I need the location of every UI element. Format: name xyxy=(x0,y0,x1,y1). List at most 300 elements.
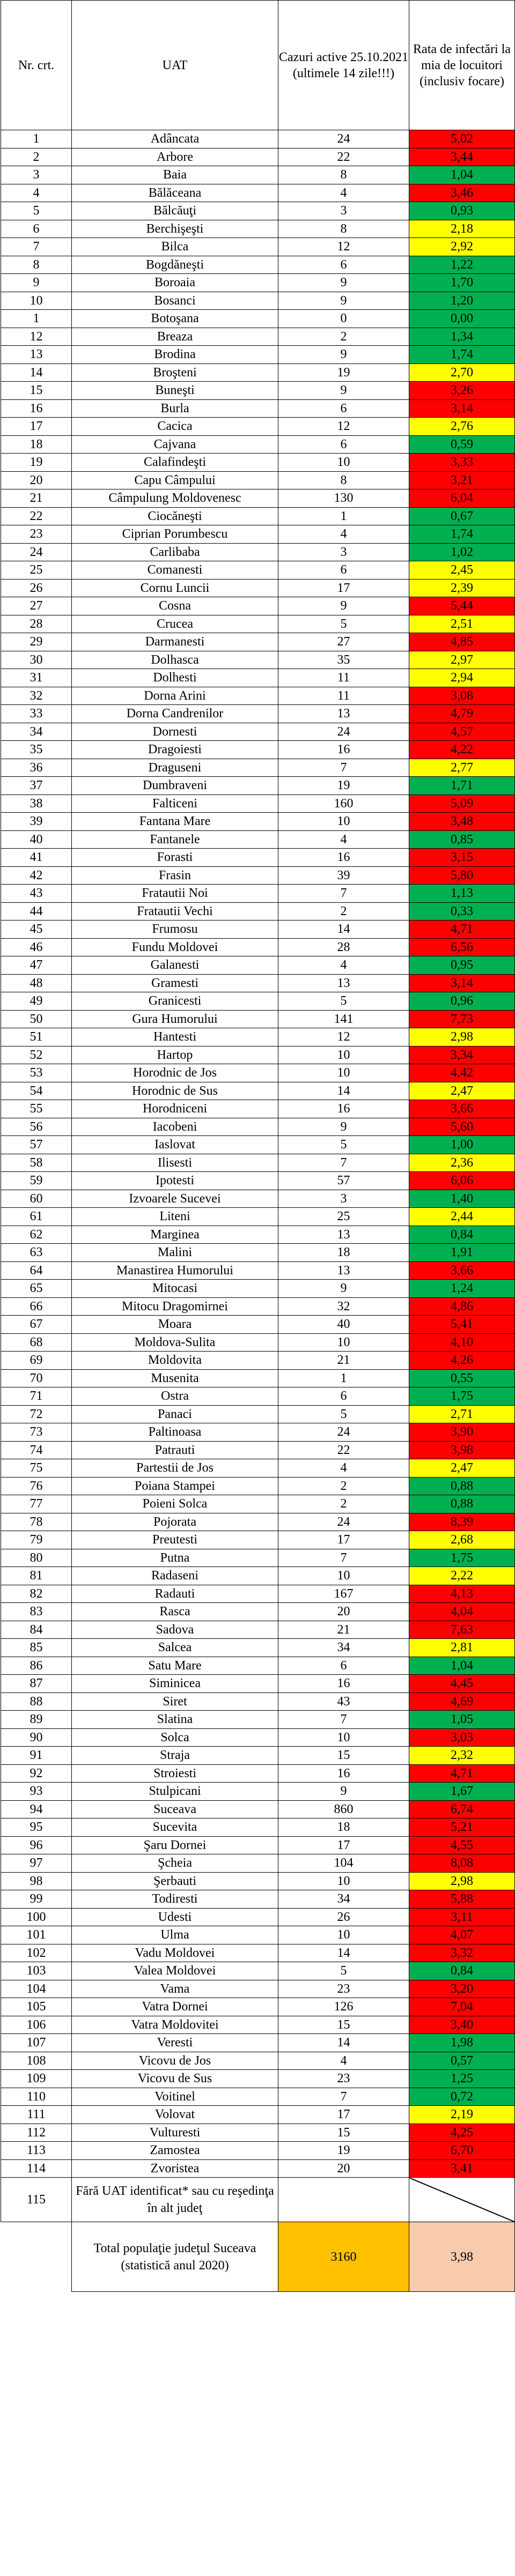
row-infection-rate: 2,45 xyxy=(409,561,515,580)
row-infection-rate: 1,91 xyxy=(409,1244,515,1262)
row-active-cases: 2 xyxy=(278,1495,409,1513)
row-infection-rate: 0,67 xyxy=(409,507,515,525)
row-uat: Putna xyxy=(72,1549,278,1567)
row-active-cases: 6 xyxy=(278,1657,409,1675)
row-infection-rate: 0,57 xyxy=(409,2052,515,2070)
row-active-cases: 4 xyxy=(278,2052,409,2070)
row-active-cases: 12 xyxy=(278,1028,409,1046)
row-uat: Satu Mare xyxy=(72,1657,278,1675)
row-active-cases: 27 xyxy=(278,633,409,651)
row-infection-rate: 3,40 xyxy=(409,2016,515,2034)
row-infection-rate: 2,97 xyxy=(409,651,515,669)
row-active-cases: 14 xyxy=(278,920,409,939)
row-nr: 113 xyxy=(1,2142,72,2160)
row-nr: 6 xyxy=(1,220,72,238)
row-uat: Fratautii Noi xyxy=(72,885,278,903)
row-infection-rate: 4,86 xyxy=(409,1297,515,1316)
row-infection-rate: 4,26 xyxy=(409,1352,515,1370)
row-nr: 4 xyxy=(1,184,72,202)
row-uat: Panaci xyxy=(72,1405,278,1423)
row-nr: 65 xyxy=(1,1280,72,1298)
row-nr: 95 xyxy=(1,1818,72,1837)
row-nr: 22 xyxy=(1,507,72,525)
row-active-cases: 22 xyxy=(278,148,409,166)
table-row xyxy=(1,902,515,920)
row-active-cases: 13 xyxy=(278,974,409,992)
row-active-cases: 39 xyxy=(278,866,409,885)
table-row xyxy=(1,1818,515,1837)
row-infection-rate: 2,94 xyxy=(409,669,515,687)
row-infection-rate: 1,04 xyxy=(409,1657,515,1675)
row-infection-rate: 5,02 xyxy=(409,130,515,149)
table-row xyxy=(1,148,515,166)
row-nr: 63 xyxy=(1,1244,72,1262)
note-text: Fără UAT identificat* sau cu reşedinţa în alt judeţ xyxy=(72,2178,278,2222)
row-nr: 38 xyxy=(1,795,72,813)
row-nr: 51 xyxy=(1,1028,72,1046)
row-infection-rate: 1,75 xyxy=(409,1549,515,1567)
row-nr: 34 xyxy=(1,723,72,741)
row-nr: 91 xyxy=(1,1747,72,1765)
row-uat: Liteni xyxy=(72,1208,278,1226)
row-nr: 13 xyxy=(1,346,72,364)
row-infection-rate: 1,05 xyxy=(409,1711,515,1729)
row-active-cases: 9 xyxy=(278,346,409,364)
total-label: Total populaţie judeţul Suceava (statistică anul 2020) xyxy=(72,2222,278,2292)
table-row xyxy=(1,866,515,885)
row-active-cases: 22 xyxy=(278,1441,409,1459)
table-row xyxy=(1,1854,515,1873)
table-row xyxy=(1,1926,515,1944)
table-row xyxy=(1,777,515,795)
row-uat: Suceava xyxy=(72,1800,278,1818)
table-row xyxy=(1,435,515,454)
row-nr: 64 xyxy=(1,1261,72,1280)
row-uat: Bogdăneşti xyxy=(72,256,278,274)
row-infection-rate: 3,66 xyxy=(409,1100,515,1118)
row-infection-rate: 3,90 xyxy=(409,1423,515,1442)
row-nr: 17 xyxy=(1,418,72,436)
row-uat: Vicovu de Jos xyxy=(72,2052,278,2070)
table-row xyxy=(1,2124,515,2142)
row-infection-rate: 3,34 xyxy=(409,1046,515,1064)
row-active-cases: 12 xyxy=(278,418,409,436)
row-active-cases: 10 xyxy=(278,1872,409,1890)
table-row xyxy=(1,885,515,903)
row-nr: 14 xyxy=(1,363,72,382)
row-active-cases: 18 xyxy=(278,1818,409,1837)
row-nr: 37 xyxy=(1,777,72,795)
row-nr: 94 xyxy=(1,1800,72,1818)
table-row xyxy=(1,741,515,759)
row-infection-rate: 4,22 xyxy=(409,741,515,759)
row-nr: 86 xyxy=(1,1657,72,1675)
row-infection-rate: 3,33 xyxy=(409,454,515,472)
row-active-cases: 3 xyxy=(278,202,409,220)
row-infection-rate: 2,44 xyxy=(409,1208,515,1226)
row-active-cases: 6 xyxy=(278,561,409,580)
row-nr: 80 xyxy=(1,1549,72,1567)
row-active-cases: 19 xyxy=(278,777,409,795)
row-nr: 114 xyxy=(1,2159,72,2178)
table-row xyxy=(1,525,515,544)
row-infection-rate: 0,84 xyxy=(409,1962,515,1980)
row-uat: Dolhasca xyxy=(72,651,278,669)
table-row xyxy=(1,938,515,956)
row-uat: Breaza xyxy=(72,328,278,346)
table-row xyxy=(1,2106,515,2124)
table-row xyxy=(1,1028,515,1046)
row-uat: Izvoarele Sucevei xyxy=(72,1190,278,1208)
row-nr: 23 xyxy=(1,525,72,544)
table-row xyxy=(1,813,515,831)
table-row xyxy=(1,651,515,669)
row-active-cases: 5 xyxy=(278,992,409,1011)
row-infection-rate: 5,80 xyxy=(409,866,515,885)
table-row xyxy=(1,1783,515,1801)
row-nr: 106 xyxy=(1,2016,72,2034)
row-nr: 57 xyxy=(1,1136,72,1154)
row-uat: Radauti xyxy=(72,1585,278,1603)
row-uat: Comanesti xyxy=(72,561,278,580)
row-uat: Buneşti xyxy=(72,382,278,400)
row-uat: Dolhesti xyxy=(72,669,278,687)
row-infection-rate: 1,71 xyxy=(409,777,515,795)
row-uat: Marginea xyxy=(72,1226,278,1244)
row-nr: 69 xyxy=(1,1352,72,1370)
total-rate: 3,98 xyxy=(409,2222,515,2292)
row-infection-rate: 1,13 xyxy=(409,885,515,903)
table-row xyxy=(1,1657,515,1675)
row-active-cases: 34 xyxy=(278,1639,409,1657)
row-infection-rate: 3,03 xyxy=(409,1728,515,1747)
row-nr: 32 xyxy=(1,687,72,705)
table-row xyxy=(1,399,515,418)
table-row xyxy=(1,1082,515,1100)
row-active-cases: 43 xyxy=(278,1692,409,1711)
table-row xyxy=(1,1675,515,1693)
row-infection-rate: 5,60 xyxy=(409,1118,515,1136)
row-infection-rate: 1,04 xyxy=(409,166,515,184)
row-active-cases: 860 xyxy=(278,1800,409,1818)
row-infection-rate: 3,48 xyxy=(409,813,515,831)
row-nr: 75 xyxy=(1,1459,72,1478)
row-uat: Volovat xyxy=(72,2106,278,2124)
row-infection-rate: 6,70 xyxy=(409,2142,515,2160)
row-infection-rate: 0,96 xyxy=(409,992,515,1011)
total-cases: 3160 xyxy=(278,2222,409,2292)
row-uat: Preutesti xyxy=(72,1531,278,1549)
row-infection-rate: 1,22 xyxy=(409,256,515,274)
row-active-cases: 4 xyxy=(278,184,409,202)
table-row xyxy=(1,1639,515,1657)
row-nr: 45 xyxy=(1,920,72,939)
row-active-cases: 13 xyxy=(278,1261,409,1280)
row-infection-rate: 5,44 xyxy=(409,597,515,615)
row-infection-rate: 5,21 xyxy=(409,1818,515,1837)
row-nr: 112 xyxy=(1,2124,72,2142)
table-row xyxy=(1,1908,515,1926)
row-nr: 54 xyxy=(1,1082,72,1100)
table-row xyxy=(1,669,515,687)
row-infection-rate: 0,00 xyxy=(409,310,515,328)
table-row xyxy=(1,166,515,184)
row-nr: 81 xyxy=(1,1567,72,1585)
table-row xyxy=(1,1369,515,1387)
row-uat: Cornu Luncii xyxy=(72,579,278,597)
row-nr: 20 xyxy=(1,471,72,489)
row-active-cases: 24 xyxy=(278,130,409,149)
row-nr: 8 xyxy=(1,256,72,274)
row-infection-rate: 2,77 xyxy=(409,759,515,777)
row-infection-rate: 2,36 xyxy=(409,1154,515,1172)
row-active-cases: 13 xyxy=(278,705,409,723)
row-nr: 82 xyxy=(1,1585,72,1603)
row-nr: 25 xyxy=(1,561,72,580)
row-infection-rate: 6,56 xyxy=(409,938,515,956)
table-row xyxy=(1,1333,515,1352)
row-active-cases: 35 xyxy=(278,651,409,669)
row-nr: 28 xyxy=(1,615,72,633)
row-active-cases: 10 xyxy=(278,1333,409,1352)
row-active-cases: 12 xyxy=(278,238,409,256)
row-infection-rate: 1,24 xyxy=(409,1280,515,1298)
row-infection-rate: 2,68 xyxy=(409,1531,515,1549)
table-row xyxy=(1,2159,515,2178)
row-uat: Siminicea xyxy=(72,1675,278,1693)
row-nr: 42 xyxy=(1,866,72,885)
table-row xyxy=(1,256,515,274)
row-active-cases: 26 xyxy=(278,1908,409,1926)
row-active-cases: 21 xyxy=(278,1352,409,1370)
row-nr: 21 xyxy=(1,489,72,508)
row-uat: Ilisesti xyxy=(72,1154,278,1172)
row-infection-rate: 4,13 xyxy=(409,1585,515,1603)
header-uat: UAT xyxy=(72,1,278,130)
table-row xyxy=(1,292,515,310)
row-infection-rate: 3,26 xyxy=(409,382,515,400)
row-uat: Ipotesti xyxy=(72,1172,278,1190)
row-active-cases: 9 xyxy=(278,292,409,310)
row-uat: Frasin xyxy=(72,866,278,885)
row-infection-rate: 2,22 xyxy=(409,1567,515,1585)
row-active-cases: 6 xyxy=(278,1387,409,1406)
row-uat: Dumbraveni xyxy=(72,777,278,795)
row-active-cases: 57 xyxy=(278,1172,409,1190)
row-uat: Arbore xyxy=(72,148,278,166)
row-nr: 47 xyxy=(1,956,72,975)
table-header xyxy=(1,1,515,130)
row-uat: Iacobeni xyxy=(72,1118,278,1136)
row-infection-rate: 3,20 xyxy=(409,1980,515,1998)
row-active-cases: 7 xyxy=(278,1154,409,1172)
row-uat: Granicesti xyxy=(72,992,278,1011)
row-uat: Paltinoasa xyxy=(72,1423,278,1442)
row-infection-rate: 0,85 xyxy=(409,830,515,849)
row-nr: 41 xyxy=(1,849,72,867)
table-row xyxy=(1,1208,515,1226)
row-active-cases: 16 xyxy=(278,849,409,867)
row-nr: 67 xyxy=(1,1316,72,1334)
row-nr: 43 xyxy=(1,885,72,903)
table-row xyxy=(1,220,515,238)
row-infection-rate: 2,98 xyxy=(409,1872,515,1890)
row-nr: 50 xyxy=(1,1010,72,1028)
row-active-cases: 126 xyxy=(278,1998,409,2016)
row-nr: 83 xyxy=(1,1603,72,1621)
row-uat: Boroaia xyxy=(72,274,278,292)
row-nr: 87 xyxy=(1,1675,72,1693)
table-row xyxy=(1,1441,515,1459)
table-row xyxy=(1,274,515,292)
row-active-cases: 7 xyxy=(278,2088,409,2106)
table-row xyxy=(1,687,515,705)
table-row xyxy=(1,1172,515,1190)
row-uat: Baia xyxy=(72,166,278,184)
row-nr: 35 xyxy=(1,741,72,759)
row-active-cases: 11 xyxy=(278,669,409,687)
row-uat: Berchişeşti xyxy=(72,220,278,238)
row-uat: Capu Câmpului xyxy=(72,471,278,489)
note-cases-blank xyxy=(278,2178,409,2222)
table-row xyxy=(1,974,515,992)
table-row xyxy=(1,1280,515,1298)
table-row xyxy=(1,795,515,813)
row-uat: Şaru Dornei xyxy=(72,1836,278,1854)
row-nr: 70 xyxy=(1,1369,72,1387)
row-uat: Bosanci xyxy=(72,292,278,310)
row-nr: 108 xyxy=(1,2052,72,2070)
row-infection-rate: 4,71 xyxy=(409,1764,515,1783)
row-infection-rate: 3,11 xyxy=(409,1908,515,1926)
row-infection-rate: 4,79 xyxy=(409,705,515,723)
table-row xyxy=(1,633,515,651)
table-row xyxy=(1,1567,515,1585)
row-uat: Cosna xyxy=(72,597,278,615)
total-row xyxy=(1,2222,515,2292)
row-uat: Hartop xyxy=(72,1046,278,1064)
row-active-cases: 9 xyxy=(278,382,409,400)
row-uat: Vatra Dornei xyxy=(72,1998,278,2016)
table-row xyxy=(1,920,515,939)
row-uat: Vatra Moldovitei xyxy=(72,2016,278,2034)
row-uat: Ostra xyxy=(72,1387,278,1406)
row-active-cases: 0 xyxy=(278,310,409,328)
table-row xyxy=(1,418,515,436)
table-row xyxy=(1,1405,515,1423)
table-row xyxy=(1,1980,515,1998)
table-row xyxy=(1,328,515,346)
row-nr: 71 xyxy=(1,1387,72,1406)
row-infection-rate: 2,18 xyxy=(409,220,515,238)
row-uat: Siret xyxy=(72,1692,278,1711)
row-infection-rate: 3,32 xyxy=(409,1944,515,1962)
row-nr: 33 xyxy=(1,705,72,723)
row-nr: 109 xyxy=(1,2070,72,2088)
table-row xyxy=(1,1010,515,1028)
row-nr: 30 xyxy=(1,651,72,669)
table-row xyxy=(1,759,515,777)
row-active-cases: 9 xyxy=(278,1280,409,1298)
row-infection-rate: 4,10 xyxy=(409,1333,515,1352)
row-active-cases: 11 xyxy=(278,687,409,705)
row-uat: Veresti xyxy=(72,2034,278,2052)
table-row xyxy=(1,1513,515,1531)
row-infection-rate: 0,88 xyxy=(409,1477,515,1495)
row-active-cases: 10 xyxy=(278,1728,409,1747)
row-active-cases: 17 xyxy=(278,1836,409,1854)
table-row xyxy=(1,1692,515,1711)
row-nr: 77 xyxy=(1,1495,72,1513)
row-uat: Şerbauti xyxy=(72,1872,278,1890)
row-nr: 29 xyxy=(1,633,72,651)
table-row xyxy=(1,2070,515,2088)
header-nr: Nr. crt. xyxy=(1,1,72,130)
row-uat: Dorna Arini xyxy=(72,687,278,705)
row-infection-rate: 1,75 xyxy=(409,1387,515,1406)
row-nr: 61 xyxy=(1,1208,72,1226)
row-active-cases: 18 xyxy=(278,1244,409,1262)
row-infection-rate: 5,09 xyxy=(409,795,515,813)
table-row xyxy=(1,1046,515,1064)
row-uat: Stulpicani xyxy=(72,1783,278,1801)
row-uat: Gramesti xyxy=(72,974,278,992)
row-uat: Todiresti xyxy=(72,1890,278,1909)
row-active-cases: 20 xyxy=(278,2159,409,2178)
row-infection-rate: 2,39 xyxy=(409,579,515,597)
note-row xyxy=(1,2178,515,2222)
table-row xyxy=(1,1459,515,1478)
row-nr: 104 xyxy=(1,1980,72,1998)
row-active-cases: 10 xyxy=(278,1046,409,1064)
row-nr: 46 xyxy=(1,938,72,956)
row-active-cases: 8 xyxy=(278,166,409,184)
row-uat: Ciprian Porumbescu xyxy=(72,525,278,544)
table-footer xyxy=(1,2178,515,2292)
row-active-cases: 32 xyxy=(278,1297,409,1316)
row-uat: Manastirea Humorului xyxy=(72,1261,278,1280)
table-row xyxy=(1,184,515,202)
row-uat: Dornesti xyxy=(72,723,278,741)
row-uat: Falticeni xyxy=(72,795,278,813)
row-nr: 98 xyxy=(1,1872,72,1890)
row-nr: 99 xyxy=(1,1890,72,1909)
row-nr: 26 xyxy=(1,579,72,597)
row-uat: Mitocasi xyxy=(72,1280,278,1298)
row-infection-rate: 6,74 xyxy=(409,1800,515,1818)
table-row xyxy=(1,543,515,561)
row-nr: 55 xyxy=(1,1100,72,1118)
row-uat: Cajvana xyxy=(72,435,278,454)
row-active-cases: 10 xyxy=(278,1064,409,1082)
row-uat: Şcheia xyxy=(72,1854,278,1873)
row-active-cases: 16 xyxy=(278,1100,409,1118)
row-uat: Horodnic de Jos xyxy=(72,1064,278,1082)
row-infection-rate: 7,63 xyxy=(409,1621,515,1639)
row-uat: Draguseni xyxy=(72,759,278,777)
row-infection-rate: 6,06 xyxy=(409,1172,515,1190)
row-infection-rate: 3,41 xyxy=(409,2159,515,2178)
row-nr: 36 xyxy=(1,759,72,777)
row-uat: Valea Moldovei xyxy=(72,1962,278,1980)
row-active-cases: 4 xyxy=(278,1459,409,1478)
row-active-cases: 10 xyxy=(278,813,409,831)
row-infection-rate: 0,95 xyxy=(409,956,515,975)
row-active-cases: 5 xyxy=(278,1136,409,1154)
row-infection-rate: 5,88 xyxy=(409,1890,515,1909)
row-nr: 110 xyxy=(1,2088,72,2106)
table-row xyxy=(1,597,515,615)
